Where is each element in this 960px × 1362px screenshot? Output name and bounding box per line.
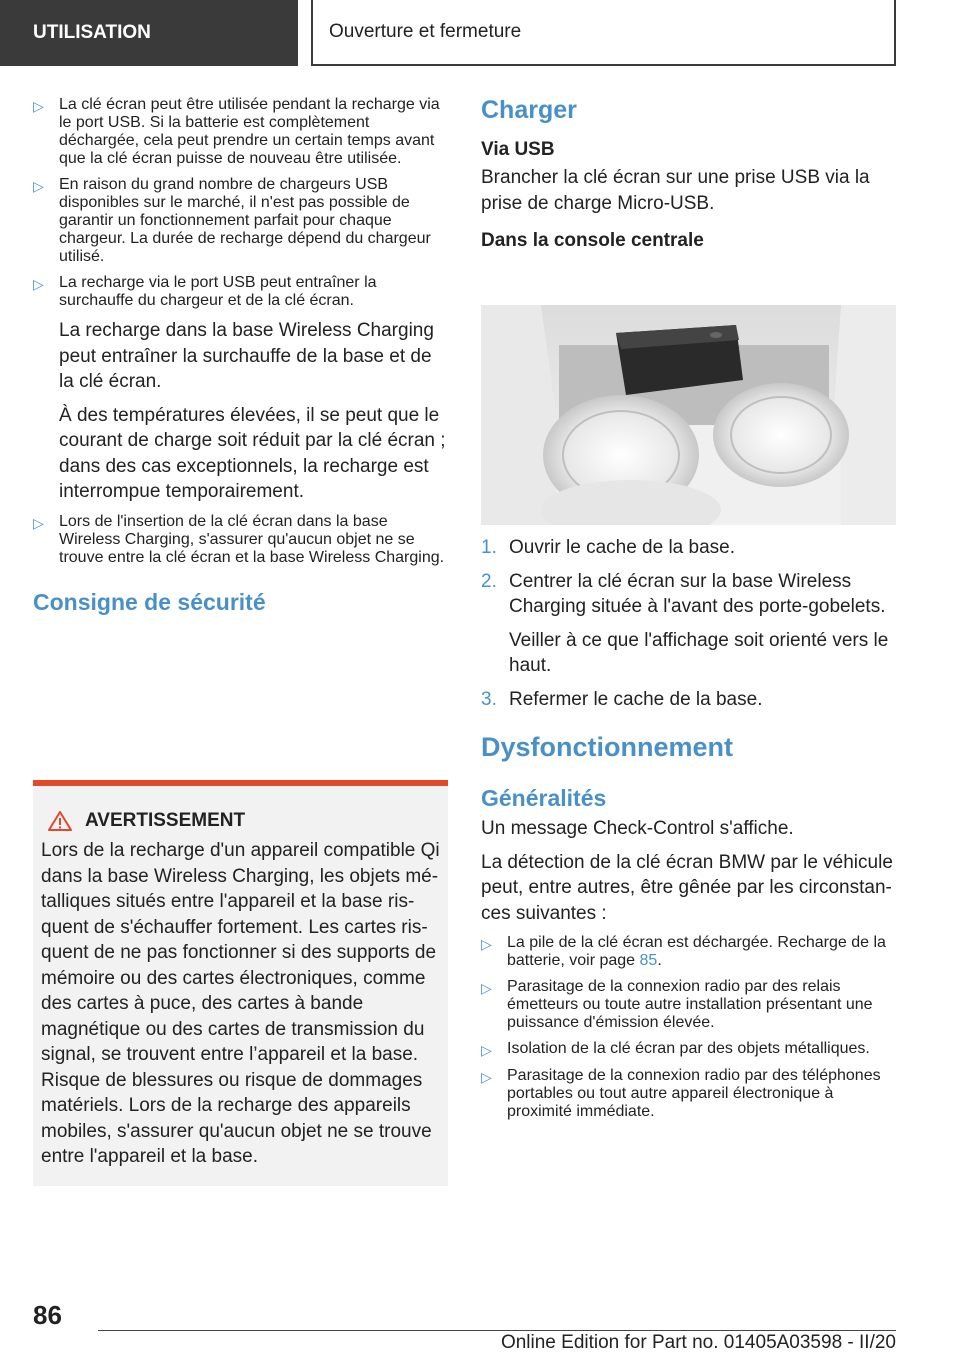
usb-heading: Via USB: [481, 139, 555, 160]
list-item: 2. Centrer la clé écran sur la base Wireless Charging située à l'avant des porte-gobelets.: [481, 570, 886, 617]
list-item: ▷ La recharge via le port USB peut entraîner la surchauffe du chargeur et de la clé écran.: [33, 274, 377, 309]
general-paragraph-1: Un message Check-Control s'affiche.: [481, 818, 794, 839]
header-chapter: Ouverture et fermeture: [311, 0, 896, 66]
right-column: [481, 96, 896, 252]
list-item: 1. Ouvrir le cache de la base.: [481, 537, 736, 558]
triangle-bullet-icon: ▷: [481, 1069, 492, 1085]
list-item: 3. Refermer le cache de la base.: [481, 688, 763, 710]
safety-heading: Consigne de sécurité: [33, 588, 266, 615]
list-item: ▷ La pile de la clé écran est déchargée. Recharge de la batterie, voir page 85.: [481, 934, 886, 969]
triangle-bullet-icon: ▷: [33, 514, 44, 531]
step-note: Veiller à ce que l'affichage soit orienté vers le haut.: [509, 629, 889, 676]
warning-box: [33, 780, 448, 1186]
charger-heading: Charger: [481, 96, 577, 124]
list-item: ▷ Isolation de la clé écran par des objets métalliques.: [481, 1040, 870, 1058]
general-paragraph-2: La détection de la clé écran BMW par le véhicule peut, entre autres, être gênée par les circonstances suivantes :: [481, 851, 893, 924]
warning-triangle-icon: [47, 810, 73, 832]
list-item: ▷ La clé écran peut être utilisée pendant la recharge via le port USB. Si la batterie est complètement déchargée, cela peut prendre un certain temps avant que la clé écran puisse de nouveau être utilisée.: [33, 96, 440, 167]
triangle-bullet-icon: ▷: [33, 178, 44, 194]
triangle-bullet-icon: ▷: [481, 936, 492, 952]
triangle-bullet-icon: ▷: [33, 276, 44, 292]
general-heading: Généralités: [481, 785, 607, 811]
list-item: ▷ Parasitage de la connexion radio par des téléphones portables ou tout autre appareil électronique à proximité immédiate.: [481, 1067, 881, 1120]
warning-text: Lors de la recharge d'un appareil compatible Qi dans la base Wireless Charging, les objets métalliques situés entre l'appareil et la base risquent de s'échauffer fortement. Les cartes risquent de ne pas fonctionner si des supports de mémoire ou des cartes électroniques, comme des cartes à puce, des cartes à bande magnétique ou des cartes de transmission du signal, se trouvent entre l’appareil et la base. Risque de blessures ou risque de dommages matériels. Lors de la recharge des appareils mobiles, s'assurer qu'aucun objet ne se trouve entre l'appareil et la base.: [41, 840, 440, 1167]
right-column-lower: [481, 535, 896, 1129]
left-column: [33, 96, 448, 616]
usb-text: Brancher la clé écran sur une prise USB via la prise de charge Micro-USB.: [481, 167, 870, 214]
list-item: ▷ En raison du grand nombre de chargeurs USB disponibles sur le marché, il n'est pas possible de garantir un fonctionnement parfait pour chaque chargeur. La durée de recharge dépend du chargeur utilisé.: [33, 176, 431, 265]
sub-paragraph: La recharge dans la base Wireless Charging peut entraîner la surchauffe de la base et de la clé écran.: [59, 320, 434, 392]
malfunction-heading: Dysfonctionnement: [481, 732, 734, 762]
page-number: 86: [33, 1300, 62, 1330]
triangle-bullet-icon: ▷: [33, 98, 44, 114]
footer-divider: [98, 1330, 896, 1331]
list-item: ▷ Parasitage de la connexion radio par des relais émetteurs ou toute autre installation présentant une puissance d'émission élevée.: [481, 978, 873, 1031]
footer-edition: Online Edition for Part no. 01405A03598 - II/20: [500, 1332, 896, 1353]
triangle-bullet-icon: ▷: [481, 980, 492, 996]
triangle-bullet-icon: ▷: [481, 1042, 492, 1058]
console-heading: Dans la console centrale: [481, 230, 704, 251]
warning-title: AVERTISSEMENT: [47, 810, 440, 832]
list-item: ▷ Lors de l'insertion de la clé écran dans la base Wireless Charging, s'assurer qu'aucun objet ne se trouve entre la clé écran et la base Wireless Charging.: [33, 512, 445, 566]
header-section: UTILISATION: [0, 0, 298, 66]
page-link[interactable]: 85: [639, 952, 658, 969]
sub-paragraph: À des températures élevées, il se peut que le courant de charge soit réduit par la clé écran ; dans des cas exceptionnels, la recharge est interrompue temporairement.: [59, 404, 446, 502]
center-console-photo: [481, 305, 896, 525]
